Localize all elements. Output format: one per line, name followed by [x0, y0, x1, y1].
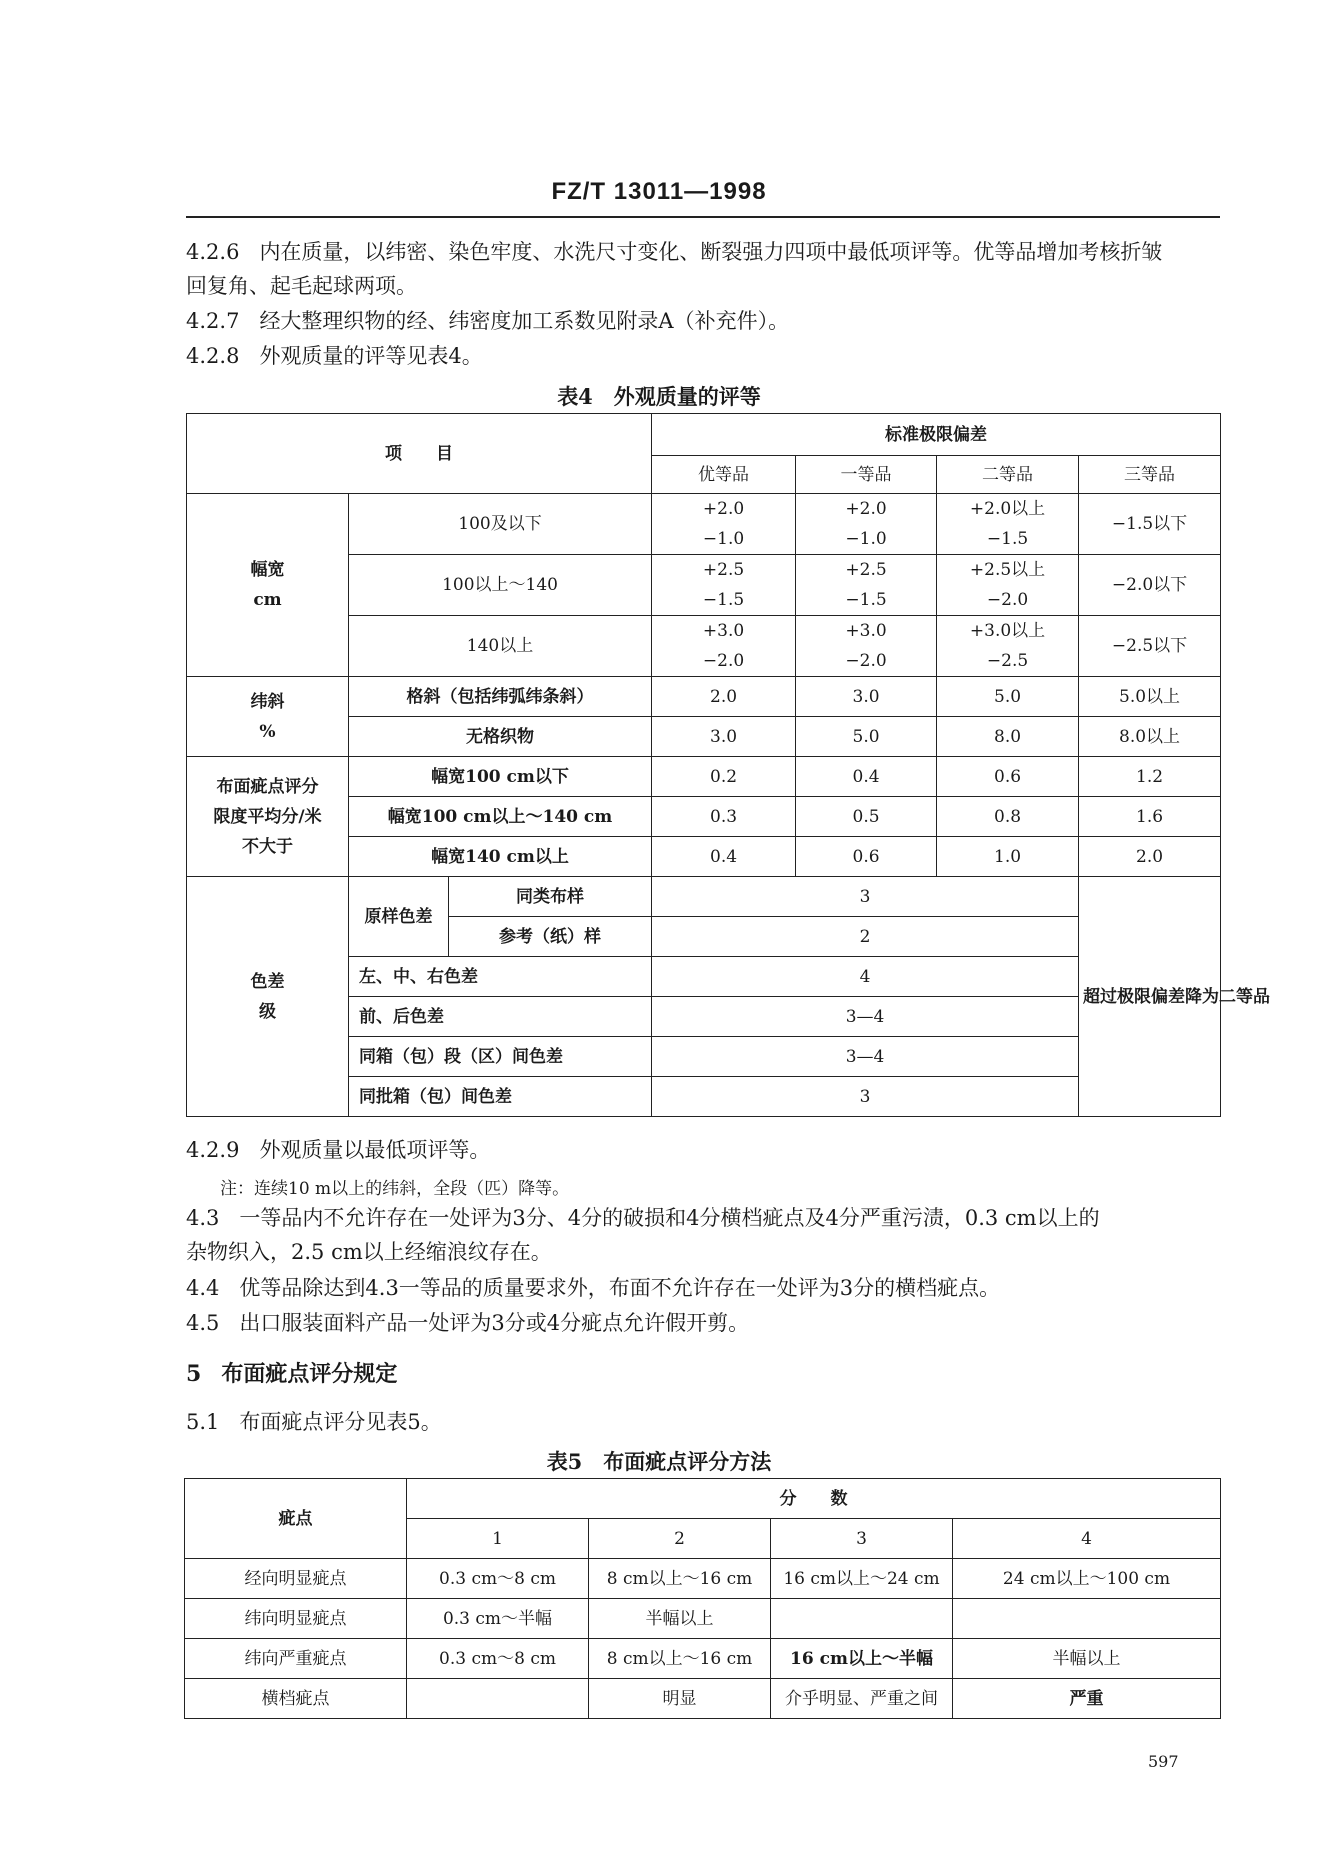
clause-text: 外观质量的评等见表4。 [259, 344, 483, 368]
document-code: FZ/T 13011—1998 [551, 178, 767, 205]
table-4-caption: 表4 外观质量的评等 [557, 384, 761, 409]
width-value: −1.5以下 [1079, 494, 1221, 555]
clause-number: 4.5 [186, 1311, 220, 1335]
defect-value: 0.8 [937, 797, 1079, 837]
skew-item: 无格织物 [349, 717, 652, 757]
defect-value: 1.0 [937, 837, 1079, 877]
defect-value: 0.6 [796, 837, 937, 877]
score-cell: 24 cm以上～100 cm [953, 1559, 1221, 1599]
clause-4-2-6 [186, 236, 1220, 268]
grade-header: 优等品 [652, 456, 796, 494]
width-value: +2.0 −1.0 [796, 494, 937, 555]
skew-item: 格斜（包括纬弧纬条斜） [349, 677, 652, 717]
section-5-heading [186, 1357, 397, 1388]
clause-4-3 [186, 1202, 1220, 1234]
defect-value: 0.5 [796, 797, 937, 837]
grade-header: 一等品 [796, 456, 937, 494]
score-cell: 0.3 cm～半幅 [407, 1599, 589, 1639]
score-cell [953, 1599, 1221, 1639]
color-item: 同箱（包）段（区）间色差 [349, 1037, 652, 1077]
score-header: 4 [953, 1519, 1221, 1559]
skew-value: 3.0 [652, 717, 796, 757]
table-5 [184, 1478, 1221, 1719]
color-label: 色差 级 [187, 877, 349, 1117]
clause-text: 布面疵点评分见表5。 [239, 1410, 442, 1434]
defect-value: 0.2 [652, 757, 796, 797]
color-value: 3 [652, 1077, 1079, 1117]
defect-item: 幅宽140 cm以上 [349, 837, 652, 877]
grade-header: 二等品 [937, 456, 1079, 494]
table-4-head-std: 标准极限偏差 [652, 414, 1221, 456]
score-cell: 0.3 cm～8 cm [407, 1559, 589, 1599]
skew-value: 2.0 [652, 677, 796, 717]
clause-text: 经大整理织物的经、纬密度加工系数见附录A（补充件）。 [259, 309, 790, 333]
color-value: 4 [652, 957, 1079, 997]
clause-number: 4.2.8 [186, 344, 240, 368]
color-value: 2 [652, 917, 1079, 957]
color-item: 左、中、右色差 [349, 957, 652, 997]
color-value: 3—4 [652, 1037, 1079, 1077]
width-item: 100以上～140 [349, 555, 652, 616]
clause-text: 出口服装面料产品一处评为3分或4分疵点允许假开剪。 [239, 1311, 750, 1335]
clause-4-4 [186, 1272, 1220, 1304]
score-cell: 半幅以上 [589, 1599, 771, 1639]
skew-value: 8.0 [937, 717, 1079, 757]
table-4 [186, 413, 1271, 1117]
defect-name: 纬向明显疵点 [185, 1599, 407, 1639]
color-item: 参考（纸）样 [449, 917, 652, 957]
width-value: +2.5以上 −2.0 [937, 555, 1079, 616]
width-value: −2.0以下 [1079, 555, 1221, 616]
defect-value: 0.4 [652, 837, 796, 877]
score-cell: 半幅以上 [953, 1639, 1221, 1679]
header-rule [186, 216, 1220, 218]
score-cell: 明显 [589, 1679, 771, 1719]
color-item: 同类布样 [449, 877, 652, 917]
color-value: 3 [652, 877, 1079, 917]
clause-4-2-9 [186, 1134, 1220, 1166]
width-value: +2.0以上 −1.5 [937, 494, 1079, 555]
clause-text: 一等品内不允许存在一处评为3分、4分的破损和4分横档疵点及4分严重污渍，0.3 cm以上的 [239, 1206, 1100, 1230]
defect-value: 1.2 [1079, 757, 1221, 797]
clause-4-3-cont: 杂物织入，2.5 cm以上经缩浪纹存在。 [186, 1240, 552, 1264]
skew-label: 纬斜 % [187, 677, 349, 757]
clause-4-2-6-cont: 回复角、起毛起球两项。 [186, 274, 417, 298]
color-note: 超过极限偏差降为二等品 [1079, 877, 1221, 1117]
defect-name: 横档疵点 [185, 1679, 407, 1719]
table-5-caption: 表5 布面疵点评分方法 [546, 1449, 772, 1474]
table-4-head-item: 项 目 [187, 414, 652, 494]
color-item: 前、后色差 [349, 997, 652, 1037]
defect-item: 幅宽100 cm以上～140 cm [349, 797, 652, 837]
clause-4-5 [186, 1307, 1220, 1339]
score-cell [407, 1679, 589, 1719]
width-value: +2.0 −1.0 [652, 494, 796, 555]
width-value: +3.0 −2.0 [652, 616, 796, 677]
score-cell: 严重 [953, 1679, 1221, 1719]
section-title: 布面疵点评分规定 [221, 1361, 398, 1387]
defect-value: 0.6 [937, 757, 1079, 797]
defect-label: 布面疵点评分 限度平均分/米 不大于 [187, 757, 349, 877]
clause-4-2-8 [186, 340, 1220, 372]
clause-text: 外观质量以最低项评等。 [259, 1138, 491, 1162]
color-item: 同批箱（包）间色差 [349, 1077, 652, 1117]
width-value: +3.0 −2.0 [796, 616, 937, 677]
skew-value: 5.0 [796, 717, 937, 757]
clause-number: 4.2.9 [186, 1138, 240, 1162]
grade-header: 三等品 [1079, 456, 1221, 494]
defect-value: 0.4 [796, 757, 937, 797]
score-cell: 16 cm以上～半幅 [771, 1639, 953, 1679]
defect-name: 经向明显疵点 [185, 1559, 407, 1599]
width-item: 140以上 [349, 616, 652, 677]
skew-value: 3.0 [796, 677, 937, 717]
score-cell: 8 cm以上～16 cm [589, 1559, 771, 1599]
score-cell: 介乎明显、严重之间 [771, 1679, 953, 1719]
table-5-head-defect: 疵点 [185, 1479, 407, 1559]
clause-number: 4.2.7 [186, 309, 240, 333]
score-header: 1 [407, 1519, 589, 1559]
clause-4-2-7 [186, 305, 1220, 337]
color-sub-label: 原样色差 [349, 877, 449, 957]
width-value: +3.0以上 −2.5 [937, 616, 1079, 677]
score-cell [771, 1599, 953, 1639]
defect-value: 0.3 [652, 797, 796, 837]
clause-number: 4.4 [186, 1276, 220, 1300]
section-number: 5 [186, 1361, 202, 1387]
score-cell: 0.3 cm～8 cm [407, 1639, 589, 1679]
width-label: 幅宽 cm [187, 494, 349, 677]
defect-item: 幅宽100 cm以下 [349, 757, 652, 797]
score-cell: 16 cm以上～24 cm [771, 1559, 953, 1599]
clause-text: 内在质量，以纬密、染色牢度、水洗尺寸变化、断裂强力四项中最低项评等。优等品增加考核折皱 [259, 240, 1163, 264]
clause-text: 优等品除达到4.3一等品的质量要求外，布面不允许存在一处评为3分的横档疵点。 [239, 1276, 1001, 1300]
clause-5-1 [186, 1406, 1220, 1438]
table-5-head-score: 分 数 [407, 1479, 1221, 1519]
width-item: 100及以下 [349, 494, 652, 555]
clause-number: 5.1 [186, 1410, 220, 1434]
table-note: 注：连续10 m以上的纬斜，全段（匹）降等。 [220, 1179, 570, 1199]
skew-value: 8.0以上 [1079, 717, 1221, 757]
width-value: −2.5以下 [1079, 616, 1221, 677]
skew-value: 5.0以上 [1079, 677, 1221, 717]
clause-number: 4.2.6 [186, 240, 240, 264]
defect-name: 纬向严重疵点 [185, 1639, 407, 1679]
clause-number: 4.3 [186, 1206, 220, 1230]
skew-value: 5.0 [937, 677, 1079, 717]
score-header: 2 [589, 1519, 771, 1559]
color-value: 3—4 [652, 997, 1079, 1037]
defect-value: 1.6 [1079, 797, 1221, 837]
width-value: +2.5 −1.5 [652, 555, 796, 616]
score-cell: 8 cm以上～16 cm [589, 1639, 771, 1679]
score-header: 3 [771, 1519, 953, 1559]
width-value: +2.5 −1.5 [796, 555, 937, 616]
page-number: 597 [1148, 1752, 1179, 1771]
defect-value: 2.0 [1079, 837, 1221, 877]
